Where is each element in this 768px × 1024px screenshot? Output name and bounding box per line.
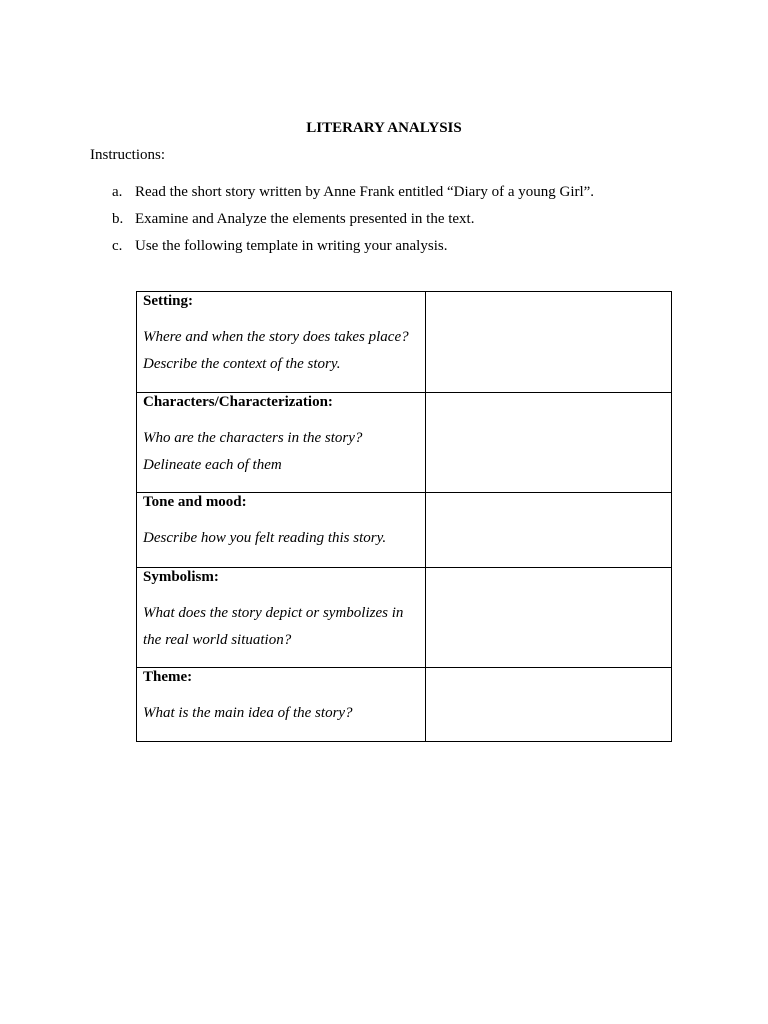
answer-cell-characters[interactable] xyxy=(426,393,672,493)
instruction-marker: c. xyxy=(112,238,123,254)
table-row-setting xyxy=(137,292,672,393)
instruction-item xyxy=(112,210,594,237)
answer-cell-theme[interactable] xyxy=(426,668,672,742)
instruction-marker: b. xyxy=(112,211,124,227)
document-title: LITERARY ANALYSIS xyxy=(306,120,462,136)
row-description: Where and when the story does takes place? Describe the context of the story. xyxy=(143,329,409,372)
analysis-template-table xyxy=(136,291,672,742)
instruction-item xyxy=(112,183,594,210)
answer-cell-setting[interactable] xyxy=(426,292,672,393)
prompt-cell xyxy=(137,493,426,568)
instruction-text: Examine and Analyze the elements presented in the text. xyxy=(135,211,475,227)
instructions-list xyxy=(112,183,594,264)
prompt-cell xyxy=(137,668,426,742)
answer-cell-symbolism[interactable] xyxy=(426,568,672,668)
instruction-marker: a. xyxy=(112,184,123,200)
prompt-cell xyxy=(137,568,426,668)
instruction-item xyxy=(112,237,594,264)
instructions-label: Instructions: xyxy=(90,147,165,163)
table-row-tone-mood xyxy=(137,493,672,568)
row-label: Symbolism: xyxy=(143,569,219,585)
instruction-text: Use the following template in writing your analysis. xyxy=(135,238,448,254)
table-row-theme xyxy=(137,668,672,742)
row-label: Characters/Characterization: xyxy=(143,394,333,410)
row-label: Setting: xyxy=(143,293,193,309)
table-row-symbolism xyxy=(137,568,672,668)
row-description: Who are the characters in the story? Delineate each of them xyxy=(143,430,363,473)
row-description: What is the main idea of the story? xyxy=(143,705,353,721)
table-row-characters xyxy=(137,393,672,493)
prompt-cell xyxy=(137,393,426,493)
row-label: Tone and mood: xyxy=(143,494,247,510)
row-description: Describe how you felt reading this story. xyxy=(143,530,387,546)
instruction-text: Read the short story written by Anne Frank entitled “Diary of a young Girl”. xyxy=(135,184,595,200)
row-description: What does the story depict or symbolizes in the real world situation? xyxy=(143,605,404,648)
answer-cell-tone-mood[interactable] xyxy=(426,493,672,568)
row-label: Theme: xyxy=(143,669,193,685)
prompt-cell xyxy=(137,292,426,393)
